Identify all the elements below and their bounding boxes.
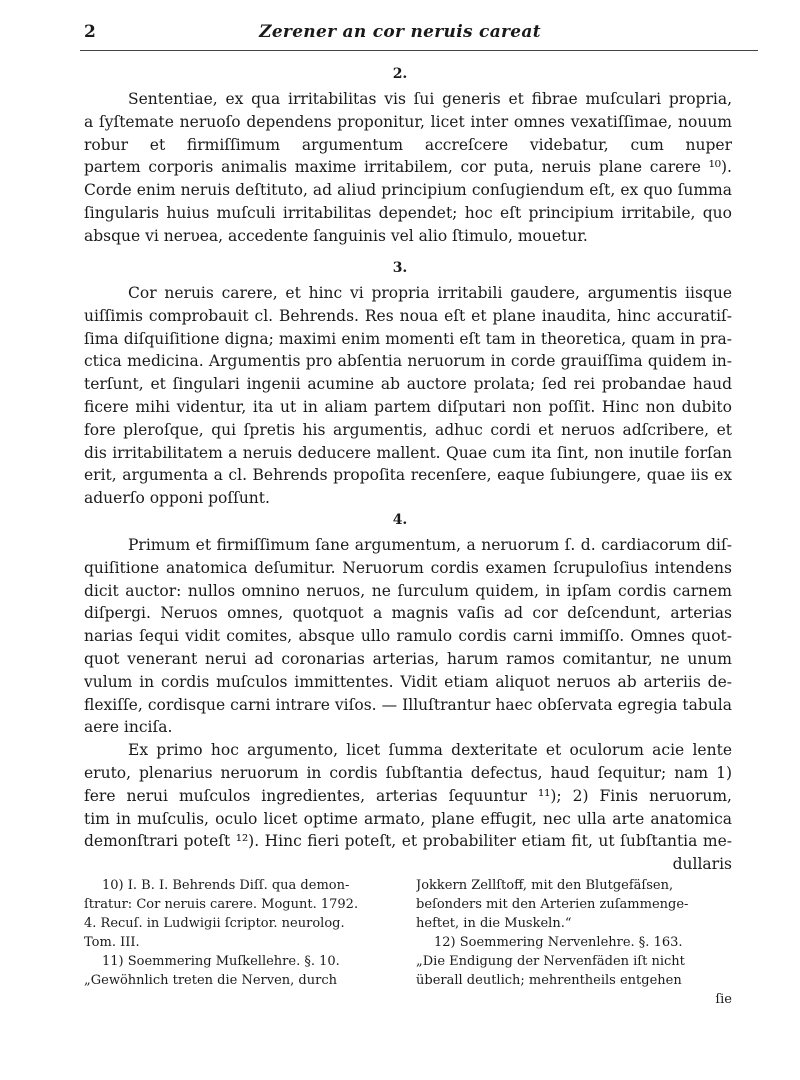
section-number-4: 4. [392,512,408,528]
text-line: Sententiae, ex qua irritabilitas vis ſui generis et fibrae muſculari propria, [128,90,732,108]
footnote-line: „Die Endigung der Nervenfäden iſt nicht [416,954,685,969]
section-2-paragraph [84,88,732,248]
page-number: 2 [84,22,96,42]
text-line: dis irritabilitatem a neruis deducere mallent. Quae cum ita ſint, non inutile forſan [84,443,732,462]
footnote-line: Tom. III. [84,935,140,950]
section-number-3: 3. [392,260,408,276]
footnote-catchword: ſie [715,992,732,1007]
footnote-line: 12) Soemmering Nervenlehre. §. 163. [434,935,683,950]
footnote-line: heftet, in die Muskeln.“ [416,916,572,931]
footnote-line: 4. Recuſ. in Ludwigii ſcriptor. neurolog. [84,916,345,931]
text-line: aduerſo opponi poſſunt. [84,489,270,508]
footnote-line: Jokkern Zellſtoff, mit den Blutgefäſsen, [416,878,674,893]
footnotes [84,876,732,1076]
text-line: quot venerant nerui ad coronarias arterias, harum ramos comitantur, ne unum [84,649,732,668]
text-line: ſingularis huius muſculi irritabilitas dependet; hoc eſt principium irritabile, quo [84,203,732,222]
text-line: fere nerui muſculos ingredientes, arterias ſequuntur ¹¹); 2) Finis neruorum, [84,786,732,805]
text-line: vulum in cordis muſculos immittentes. Vidit etiam aliquot neruos ab arteriis de- [84,672,732,691]
text-line: partem corporis animalis maxime irritabilem, cor puta, neruis plane carere ¹⁰). [84,158,732,177]
text-line: Cor neruis carere, et hinc vi propria irritabili gaudere, argumentis iisque [128,284,732,302]
text-line: dicit auctor: nullos omnino neruos, ne ſurculum quidem, in ipſam cordis carnem [84,581,732,600]
text-line: ſima diſquiſitione digna; maximi enim momenti eſt tam in theoretica, quam in pra- [84,329,732,348]
text-line: aere inciſa. [84,718,173,737]
text-line: Corde enim neruis deſtituto, ad aliud principium conſugiendum eſt, ex quo ſumma [84,181,732,200]
section-4-paragraphs [84,534,732,876]
text-line: robur et firmiſſimum argumentum accreſcere videbatur, cum nuper [84,135,732,154]
text-line: fore pleroſque, qui ſpretis his argumentis, adhuc cordi et neruos adſcribere, et [84,420,732,439]
footnotes-right-column [416,876,732,1009]
text-line: ficere mihi videntur, ita ut in aliam partem diſputari non poſſit. Hinc non dubito [84,397,732,416]
section-3-paragraph [84,282,732,510]
section-number-2: 2. [392,66,408,82]
text-line: quiſitione anatomica deſumitur. Neruorum cordis examen ſcrupuloſius intendens [84,558,732,577]
text-line: Ex primo hoc argumento, licet ſumma dexteritate et oculorum acie lente [128,741,732,760]
text-line: a ſyſtemate neruoſo dependens proponitur, licet inter omnes vexatiſſimae, nouum [84,112,732,131]
footnote-line: „Gewöhnlich treten die Nerven, durch [84,973,337,988]
text-line: erit, argumenta a cl. Behrends propoſita recenſere, eaque ſubiungere, quae iis ex [84,466,732,485]
footnote-line: beſonders mit den Arterien zuſammenge- [416,897,689,912]
text-line: terſunt, et ſingulari ingenii acumine ab auctore prolata; ſed rei probandae haud [84,375,732,394]
footnote-line: 10) I. B. I. Behrends Diſſ. qua demon- [102,878,350,893]
text-line: eruto, plenarius neruorum in cordis ſubſtantia defectus, haud ſequitur; nam 1) [84,763,732,782]
text-line: tim in muſculis, oculo licet optime armato, plane effugit, nec ulla arte anatomica [84,809,732,828]
text-line: demonſtrari poteſt ¹²). Hinc fieri poteſt, et probabiliter etiam fit, ut ſubſtantia me- [84,832,732,851]
text-line: flexiſſe, cordisque carni intrare viſos. — Illuſtrantur haec obſervata egregia tabula [84,695,732,714]
text-line: uiſſimis comprobauit cl. Behrends. Res noua eſt et plane inaudita, hinc accuratiſ- [84,306,732,325]
footnote-line: 11) Soemmering Muſkellehre. §. 10. [102,954,340,969]
text-line: ctica medicina. Argumentis pro abſentia neruorum in corde grauiſſima quidem in- [84,352,732,371]
text-line: Primum et firmiſſimum ſane argumentum, a neruorum ſ. d. cardiacorum diſ- [128,536,732,554]
footnote-line: ſtratur: Cor neruis carere. Mogunt. 1792. [84,897,359,912]
text-line: absque vi nerυea, accedente ſanguinis vel alio ſtimulo, mouetur. [84,226,588,245]
catchword: dullaris [672,855,732,874]
text-line: narias ſequi vidit comites, absque ullo ramulo cordis carni immiſſo. Omnes quot- [84,627,732,646]
running-head: Zerener an cor neruis careat [259,22,541,42]
footnotes-left-column [84,876,400,990]
text-line: diſpergi. Neruos omnes, quotquot a magnis vaſis ad cor deſcendunt, arterias [84,604,732,623]
header-rule [80,50,758,51]
footnote-line: überall deutlich; mehrentheils entgehen [416,973,682,988]
